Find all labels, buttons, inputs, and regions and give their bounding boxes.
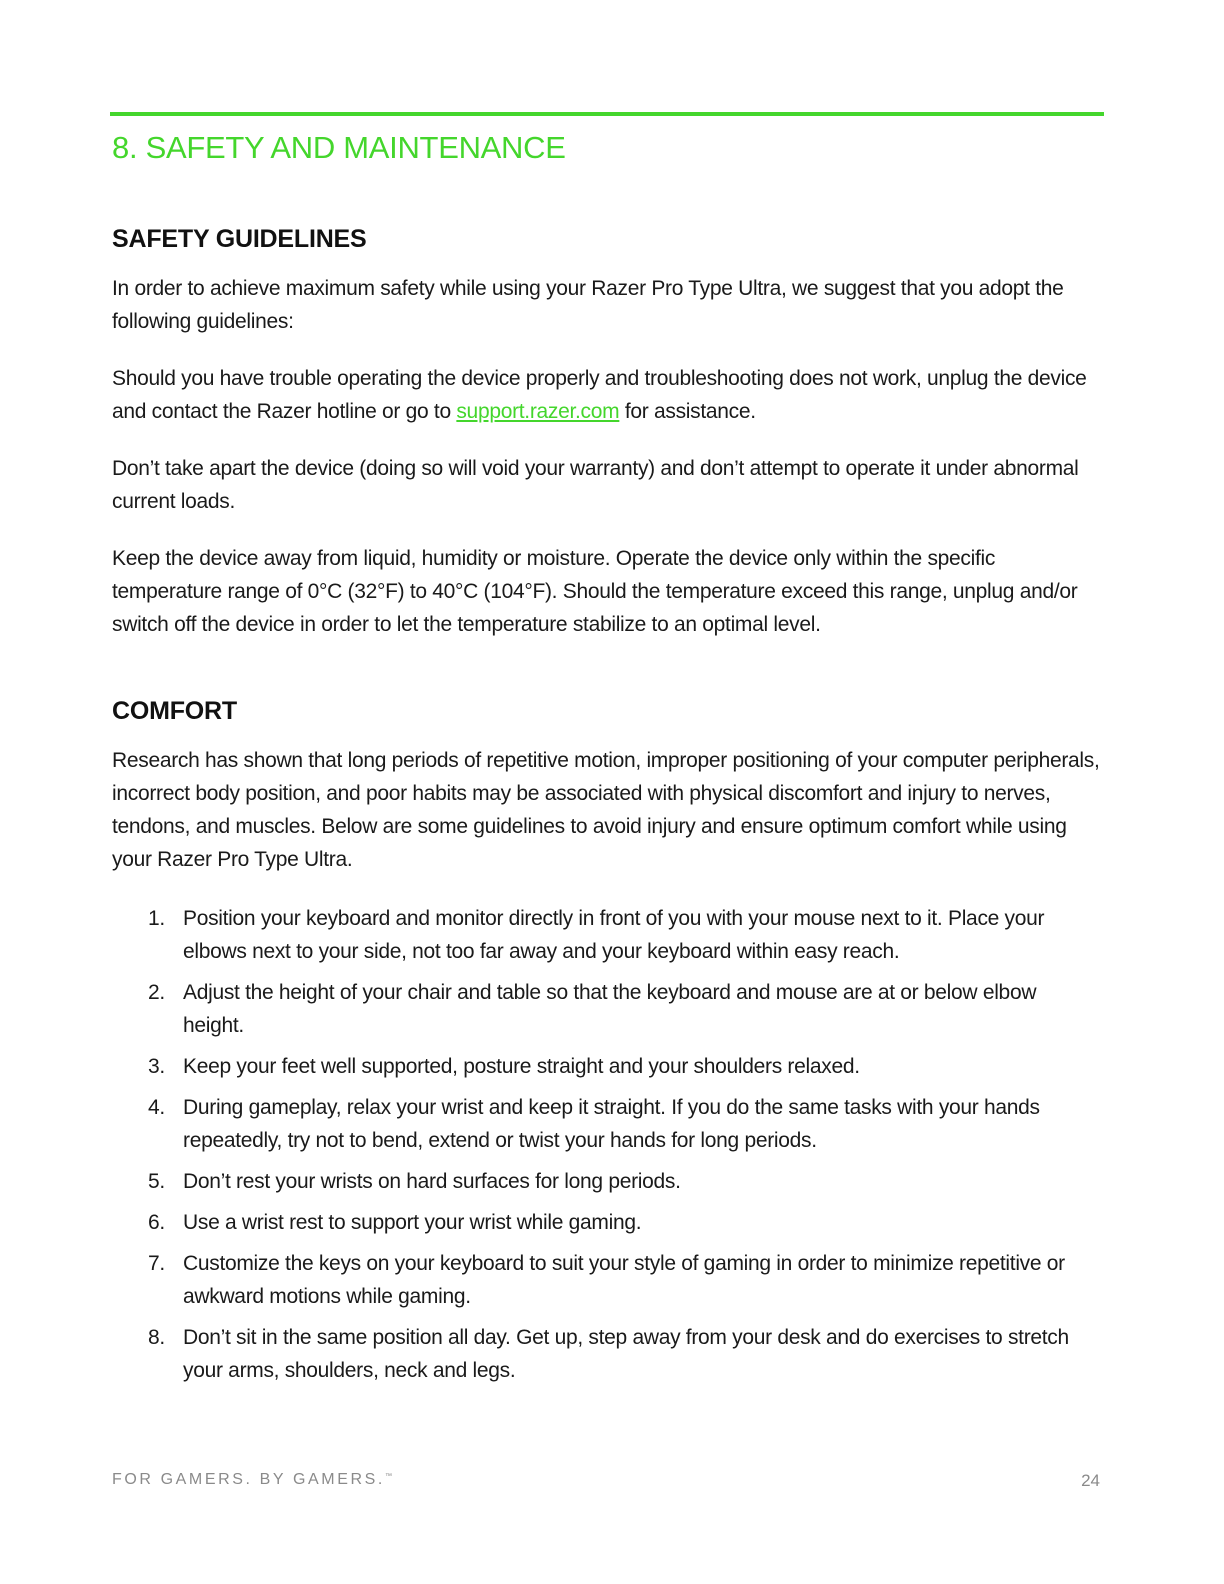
list-item-text: Don’t sit in the same position all day. Get up, step away from your desk and do exercises to stretch your arms, shoulders, neck and legs. (183, 1326, 1069, 1382)
trademark-symbol: ™ (384, 1473, 392, 1480)
list-item (112, 1050, 1102, 1083)
footer-tagline-text: FOR GAMERS. BY GAMERS. (112, 1471, 385, 1488)
list-item-number: 1. (148, 907, 165, 930)
list-item-text: Customize the keys on your keyboard to suit your style of gaming in order to minimize repetitive or awkward motions while gaming. (183, 1252, 1065, 1308)
header-divider (110, 112, 1104, 116)
list-item-text: Keep your feet well supported, posture straight and your shoulders relaxed. (183, 1055, 860, 1078)
list-item (112, 976, 1102, 1042)
safety-intro-paragraph: In order to achieve maximum safety while using your Razer Pro Type Ultra, we suggest that you adopt the following guidelines: (112, 277, 1064, 333)
page-content (112, 222, 1102, 1395)
trouble-text-after: for assistance. (619, 400, 756, 423)
list-item-number: 2. (148, 981, 165, 1004)
comfort-intro-paragraph: Research has shown that long periods of repetitive motion, improper positioning of your computer peripherals, incorrect body position, and poor habits may be associated with physical discomfort and injury to nerves, tendons, and muscles. Below are some guidelines to avoid injury and ensure optimum comfort while using your Razer Pro Type Ultra. (112, 749, 1100, 871)
list-item-number: 6. (148, 1211, 165, 1234)
comfort-heading: COMFORT (112, 697, 237, 725)
page-number: 24 (1081, 1471, 1100, 1490)
comfort-guidelines-list (112, 902, 1102, 1387)
list-item-number: 5. (148, 1170, 165, 1193)
footer-tagline (112, 1471, 392, 1489)
list-item-text: Position your keyboard and monitor directly in front of you with your mouse next to it. Place your elbows next to your side, not too far away and your keyboard within easy reach. (183, 907, 1045, 963)
list-item (112, 1206, 1102, 1239)
list-item-text: During gameplay, relax your wrist and keep it straight. If you do the same tasks with your hands repeatedly, try not to bend, extend or twist your hands for long periods. (183, 1096, 1040, 1152)
list-item (112, 1247, 1102, 1313)
list-item (112, 1165, 1102, 1198)
safety-guidelines-heading: SAFETY GUIDELINES (112, 225, 367, 253)
list-item-text: Use a wrist rest to support your wrist while gaming. (183, 1211, 642, 1234)
list-item-text: Adjust the height of your chair and table so that the keyboard and mouse are at or below elbow height. (183, 981, 1037, 1037)
chapter-title: 8. SAFETY AND MAINTENANCE (112, 130, 566, 165)
list-item (112, 902, 1102, 968)
list-item-text: Don’t rest your wrists on hard surfaces for long periods. (183, 1170, 681, 1193)
temperature-paragraph: Keep the device away from liquid, humidity or moisture. Operate the device only within the specific temperature range of 0°C (32°F) to 40°C (104°F). Should the temperature exceed this range, unplug and/or switch off the device in order to let the temperature stabilize to an optimal level. (112, 547, 1078, 636)
trouble-text-before: Should you have trouble operating the device properly and troubleshooting does not work, unplug the device and contact the Razer hotline or go to (112, 367, 1087, 423)
list-item-number: 8. (148, 1326, 165, 1349)
list-item (112, 1091, 1102, 1157)
list-item-number: 4. (148, 1096, 165, 1119)
support-link[interactable]: support.razer.com (456, 400, 620, 423)
list-item (112, 1321, 1102, 1387)
trouble-paragraph (112, 362, 1102, 428)
list-item-number: 3. (148, 1055, 165, 1078)
list-item-number: 7. (148, 1252, 165, 1275)
warranty-paragraph: Don’t take apart the device (doing so will void your warranty) and don’t attempt to operate it under abnormal current loads. (112, 457, 1079, 513)
